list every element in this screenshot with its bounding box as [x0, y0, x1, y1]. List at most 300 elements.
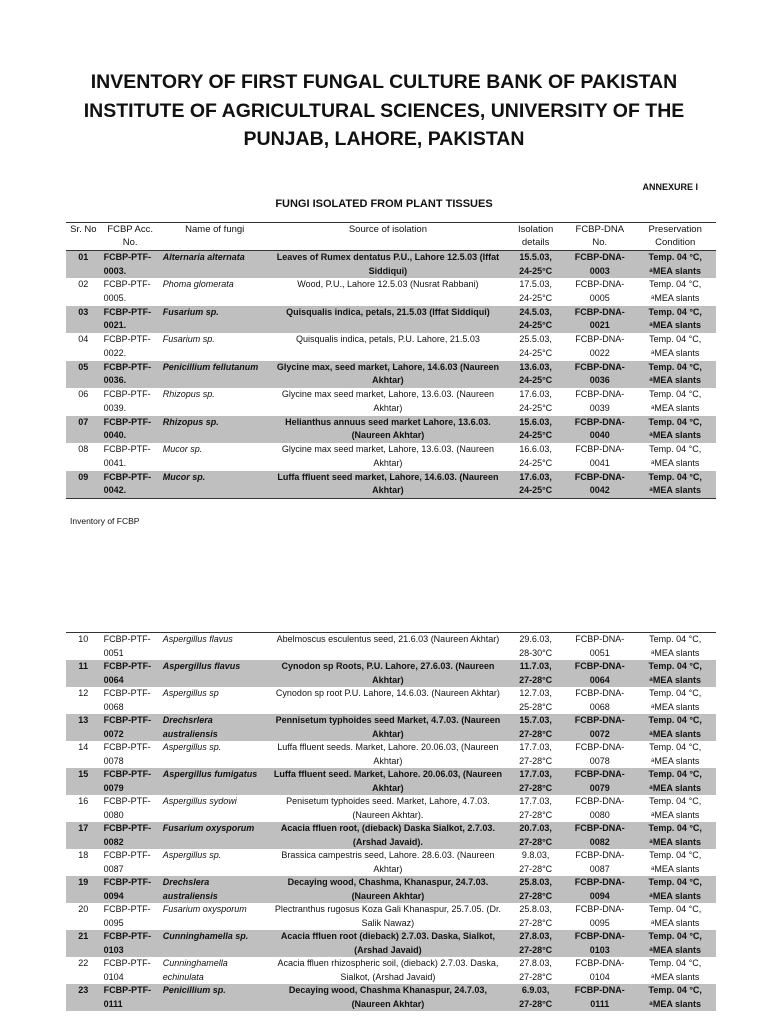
cell-source-src: Acacia ffluen root (dieback) 2.7.03. Daska, Sialkot, (Arshad Javaid) — [280, 931, 495, 955]
cell-isolation-date: 25.5.03, — [519, 334, 552, 344]
cell-source-src: Wood, P.U., Lahore 12.5.03 (Nusrat Rabbani) — [297, 279, 479, 289]
table-row — [66, 714, 716, 741]
cell-dna — [565, 660, 634, 687]
cell-dna — [565, 333, 634, 361]
cell-accession-acc: FCBP-PTF-0036. — [103, 361, 152, 385]
table-row — [66, 660, 716, 687]
cell-source — [270, 957, 506, 984]
cell-fungus-name — [160, 333, 270, 361]
cell-fungus-name — [160, 957, 270, 984]
table-row — [66, 687, 716, 714]
cell-accession-acc: FCBP-PTF-0087 — [103, 850, 151, 874]
cell-fungus-name-fungus: Fusarium oxysporum — [162, 904, 247, 914]
cell-preservation-pres1: Temp. 04 °C, — [649, 850, 702, 860]
cell-sr-sr: 04 — [78, 334, 89, 344]
cell-fungus-name-fungus: Fusarium sp. — [162, 306, 219, 317]
cell-fungus-name — [160, 471, 270, 499]
cell-isolation-date: 25.8.03, — [519, 877, 552, 887]
cell-source-src: Abelmoscus esculentus seed, 21.6.03 (Naureen Akhtar) — [276, 634, 500, 644]
cell-isolation — [506, 984, 565, 1011]
cell-sr — [66, 416, 101, 444]
table-row — [66, 416, 716, 444]
header-dna: FCBP-DNA No. — [575, 224, 625, 248]
cell-preservation-pres1: Temp. 04 °C, — [648, 985, 702, 995]
cell-sr-sr: 03 — [78, 306, 89, 317]
cell-sr — [66, 361, 101, 389]
cell-sr — [66, 333, 101, 361]
cell-dna — [565, 471, 634, 499]
cell-preservation-pres2: ᵃMEA slants — [651, 347, 700, 358]
cell-preservation-pres1: Temp. 04 °C, — [648, 823, 702, 833]
cell-fungus-name — [160, 741, 270, 768]
cell-source — [270, 822, 506, 849]
cell-source-src: Pennisetum typhoides seed Market, 4.7.03. (Naureen Akhtar) — [275, 715, 501, 739]
cell-isolation-temp: 27-28°C — [519, 674, 553, 685]
cell-source — [270, 984, 506, 1011]
table-row — [66, 849, 716, 876]
cell-fungus-name-fungus: Aspergillus sp — [162, 688, 219, 698]
cell-dna-dna: FCBP-DNA-0103 — [574, 931, 625, 955]
cell-isolation-date: 9.8.03, — [521, 850, 550, 860]
cell-sr — [66, 443, 101, 471]
cell-sr-sr: 10 — [78, 634, 89, 644]
cell-accession-acc: FCBP-PTF-0094 — [103, 877, 152, 901]
cell-preservation-pres1: Temp. 04 °C, — [648, 877, 702, 887]
cell-preservation-pres2: ᵃMEA slants — [651, 971, 700, 982]
cell-preservation-pres2: ᵃMEA slants — [649, 836, 701, 847]
cell-accession — [101, 849, 160, 876]
cell-accession — [101, 687, 160, 714]
cell-fungus-name — [160, 984, 270, 1011]
cell-isolation-temp: 24-25°C — [519, 457, 553, 468]
cell-sr — [66, 822, 101, 849]
cell-isolation-temp: 24-25°C — [519, 402, 553, 413]
cell-dna — [565, 822, 634, 849]
cell-accession — [101, 768, 160, 795]
cell-dna — [565, 984, 634, 1011]
cell-dna-dna: FCBP-DNA-0036 — [574, 361, 625, 385]
cell-preservation-pres1: Temp. 04 °C, — [649, 742, 702, 752]
table-row — [66, 876, 716, 903]
cell-preservation — [634, 930, 716, 957]
cell-preservation-pres1: Temp. 04 °C, — [648, 252, 702, 262]
cell-isolation — [506, 471, 565, 499]
cell-source — [270, 361, 506, 389]
cell-sr-sr: 20 — [78, 904, 89, 914]
cell-isolation — [506, 278, 565, 306]
cell-sr — [66, 633, 101, 661]
cell-fungus-name — [160, 930, 270, 957]
cell-sr — [66, 306, 101, 334]
cell-isolation — [506, 333, 565, 361]
cell-isolation — [506, 849, 565, 876]
cell-isolation-temp: 27-28°C — [519, 755, 553, 766]
cell-sr — [66, 660, 101, 687]
cell-isolation-temp: 28-30°C — [519, 647, 553, 658]
cell-isolation — [506, 416, 565, 444]
cell-fungus-name-fungus: Drechsrlera australiensis — [162, 715, 218, 739]
cell-preservation-pres1: Temp. 04 °C, — [649, 389, 702, 399]
inventory-table-2 — [66, 632, 716, 1011]
cell-dna — [565, 633, 634, 661]
cell-preservation-pres1: Temp. 04 °C, — [649, 958, 702, 968]
cell-source — [270, 903, 506, 930]
cell-preservation — [634, 388, 716, 416]
cell-source-src: Glycine max seed market, Lahore, 13.6.03. (Naureen Akhtar) — [281, 444, 494, 468]
cell-accession — [101, 660, 160, 687]
cell-isolation — [506, 795, 565, 822]
section-subtitle: FUNGI ISOLATED FROM PLANT TISSUES — [275, 198, 493, 210]
cell-fungus-name-fungus: Aspergillus sydowi — [162, 796, 237, 806]
cell-sr-sr: 14 — [78, 742, 89, 752]
cell-fungus-name — [160, 660, 270, 687]
cell-source-src: Acacia ffluen rhizospheric soil, (dieback) 2.7.03. Daska, Sialkot, (Arshad Javaid) — [277, 958, 499, 982]
cell-isolation-date: 17.7.03, — [519, 742, 552, 752]
cell-preservation-pres1: Temp. 04 °C, — [649, 444, 702, 454]
table-row — [66, 741, 716, 768]
cell-preservation-pres1: Temp. 04 °C, — [648, 306, 702, 317]
cell-isolation-temp: 27-28°C — [519, 890, 553, 901]
cell-sr-sr: 21 — [78, 931, 89, 941]
cell-dna — [565, 957, 634, 984]
cell-dna — [565, 876, 634, 903]
cell-dna — [565, 930, 634, 957]
cell-fungus-name — [160, 416, 270, 444]
cell-source — [270, 633, 506, 661]
cell-dna — [565, 768, 634, 795]
cell-sr-sr: 12 — [78, 688, 89, 698]
cell-source-src: Luffa ffluent seed market, Lahore, 14.6.03. (Naureen Akhtar) — [277, 471, 499, 495]
cell-dna-dna: FCBP-DNA-0068 — [575, 688, 625, 712]
cell-preservation-pres2: ᵃMEA slants — [651, 402, 700, 413]
cell-accession — [101, 633, 160, 661]
cell-fungus-name-fungus: Cunninghamella sp. — [162, 931, 249, 941]
cell-isolation — [506, 714, 565, 741]
cell-source-src: Leaves of Rumex dentatus P.U., Lahore 12.5.03 (Iffat Siddiqui) — [276, 252, 500, 276]
cell-source — [270, 687, 506, 714]
cell-sr-sr: 16 — [78, 796, 89, 806]
cell-fungus-name-fungus: Phoma glomerata — [162, 279, 234, 289]
cell-isolation-date: 17.7.03, — [519, 796, 552, 806]
cell-dna — [565, 388, 634, 416]
cell-fungus-name — [160, 903, 270, 930]
cell-sr — [66, 957, 101, 984]
cell-preservation-pres2: ᵃMEA slants — [651, 917, 700, 928]
cell-sr-sr: 09 — [78, 471, 89, 482]
cell-preservation — [634, 416, 716, 444]
cell-fungus-name — [160, 876, 270, 903]
cell-sr-sr: 11 — [78, 661, 89, 671]
cell-accession — [101, 957, 160, 984]
cell-isolation-date: 17.5.03, — [519, 279, 552, 289]
cell-dna-dna: FCBP-DNA-0104 — [575, 958, 625, 982]
cell-dna-dna: FCBP-DNA-0087 — [575, 850, 625, 874]
cell-preservation-pres2: ᵃMEA slants — [651, 457, 700, 468]
cell-isolation-temp: 24-25°C — [519, 430, 553, 440]
cell-isolation-temp: 27-28°C — [519, 917, 553, 928]
cell-isolation — [506, 660, 565, 687]
cell-dna-dna: FCBP-DNA-0021 — [574, 306, 625, 330]
page-footer: Inventory of FCBP — [70, 516, 140, 526]
cell-source — [270, 849, 506, 876]
cell-source — [270, 741, 506, 768]
cell-isolation — [506, 443, 565, 471]
cell-isolation-temp: 27-28°C — [519, 863, 553, 874]
cell-source — [270, 930, 506, 957]
cell-preservation — [634, 795, 716, 822]
cell-fungus-name — [160, 768, 270, 795]
cell-dna — [565, 416, 634, 444]
cell-accession — [101, 930, 160, 957]
cell-sr — [66, 251, 101, 279]
cell-preservation-pres1: Temp. 04 °C, — [648, 416, 702, 427]
cell-accession-acc: FCBP-PTF-0021. — [103, 306, 152, 330]
cell-preservation — [634, 687, 716, 714]
cell-preservation-pres1: Temp. 04 °C, — [649, 334, 702, 344]
cell-dna-dna: FCBP-DNA-0042 — [574, 471, 625, 495]
cell-sr-sr: 15 — [78, 769, 89, 779]
cell-isolation — [506, 903, 565, 930]
cell-preservation-pres2: ᵃMEA slants — [651, 701, 700, 712]
cell-fungus-name-fungus: Fusarium oxysporum — [162, 823, 255, 833]
cell-fungus-name — [160, 795, 270, 822]
cell-isolation-temp: 27-28°C — [519, 728, 553, 739]
cell-source-src: Quisqualis indica, petals, 21.5.03 (Iffat Siddiqui) — [286, 306, 490, 317]
cell-dna-dna: FCBP-DNA-0039 — [575, 389, 625, 413]
cell-isolation-date: 15.7.03, — [519, 715, 552, 725]
cell-fungus-name-fungus: Rhizopus sp. — [162, 389, 215, 399]
cell-sr-sr: 01 — [78, 252, 89, 262]
cell-accession-acc: FCBP-PTF-0068 — [103, 688, 151, 712]
cell-sr — [66, 903, 101, 930]
cell-fungus-name-fungus: Aspergillus fumigatus — [162, 769, 258, 779]
cell-sr — [66, 471, 101, 499]
cell-dna — [565, 687, 634, 714]
cell-source-src: Cynodon sp Roots, P.U. Lahore, 27.6.03. (Naureen Akhtar) — [281, 661, 495, 685]
cell-fungus-name-fungus: Cunninghamella echinulata — [162, 958, 228, 982]
table-row — [66, 361, 716, 389]
cell-isolation — [506, 687, 565, 714]
cell-accession — [101, 416, 160, 444]
cell-dna-dna: FCBP-DNA-0095 — [575, 904, 625, 928]
cell-source — [270, 714, 506, 741]
cell-source — [270, 416, 506, 444]
table-row — [66, 822, 716, 849]
cell-isolation — [506, 741, 565, 768]
cell-preservation — [634, 957, 716, 984]
cell-preservation-pres2: ᵃMEA slants — [649, 265, 701, 276]
cell-fungus-name-fungus: Penicillium sp. — [162, 985, 226, 995]
cell-dna-dna: FCBP-DNA-0041 — [575, 444, 625, 468]
cell-preservation-pres1: Temp. 04 °C, — [649, 688, 702, 698]
cell-accession-acc: FCBP-PTF-0111 — [103, 985, 152, 1009]
cell-sr — [66, 876, 101, 903]
cell-source — [270, 471, 506, 499]
cell-source — [270, 306, 506, 334]
cell-sr-sr: 02 — [78, 279, 89, 289]
cell-fungus-name-fungus: Mucor sp. — [162, 471, 206, 482]
cell-isolation-temp: 27-28°C — [519, 782, 553, 793]
cell-accession-acc: FCBP-PTF-0078 — [103, 742, 151, 766]
cell-preservation — [634, 984, 716, 1011]
cell-sr-sr: 18 — [78, 850, 89, 860]
header-name: Name of fungi — [185, 224, 245, 235]
cell-accession — [101, 333, 160, 361]
cell-sr — [66, 795, 101, 822]
cell-isolation-temp: 24-25°C — [519, 265, 553, 276]
title-line-2: INSTITUTE OF AGRICULTURAL SCIENCES, UNIVERSITY OF THE — [83, 99, 685, 122]
cell-dna — [565, 306, 634, 334]
cell-isolation-temp: 24-25°C — [519, 347, 553, 358]
cell-fungus-name-fungus: Fusarium sp. — [162, 334, 215, 344]
cell-fungus-name-fungus: Penicillium fellutanum — [162, 361, 259, 372]
cell-source — [270, 251, 506, 279]
table-row — [66, 795, 716, 822]
cell-dna — [565, 849, 634, 876]
cell-preservation-pres2: ᵃMEA slants — [649, 728, 701, 739]
cell-preservation-pres2: ᵃMEA slants — [651, 292, 700, 303]
cell-accession — [101, 443, 160, 471]
cell-isolation-date: 25.8.03, — [519, 904, 552, 914]
cell-preservation-pres1: Temp. 04 °C, — [648, 931, 702, 941]
cell-dna — [565, 795, 634, 822]
cell-preservation-pres2: ᵃMEA slants — [649, 320, 701, 330]
cell-sr-sr: 13 — [78, 715, 89, 725]
cell-source-src: Penisetum typhoides seed. Market, Lahore, 4.7.03. (Naureen Akhtar). — [286, 796, 490, 820]
cell-isolation — [506, 633, 565, 661]
cell-accession-acc: FCBP-PTF-0003. — [103, 252, 152, 276]
cell-sr-sr: 22 — [78, 958, 89, 968]
cell-fungus-name — [160, 306, 270, 334]
cell-accession-acc: FCBP-PTF-0095 — [103, 904, 151, 928]
cell-accession — [101, 822, 160, 849]
cell-sr — [66, 278, 101, 306]
cell-preservation-pres1: Temp. 04 °C, — [648, 715, 702, 725]
cell-sr — [66, 741, 101, 768]
cell-accession — [101, 361, 160, 389]
header-isolation: Isolation details — [517, 224, 554, 248]
cell-isolation-temp: 24-25°C — [519, 292, 553, 303]
table-header-row — [66, 223, 716, 251]
cell-preservation-pres1: Temp. 04 °C, — [648, 471, 702, 482]
cell-source-src: Luffa ffluent seed. Market, Lahore. 20.06.03, (Naureen Akhtar) — [273, 769, 502, 793]
cell-preservation-pres2: ᵃMEA slants — [651, 755, 700, 766]
cell-preservation — [634, 278, 716, 306]
cell-isolation-date: 13.6.03, — [519, 361, 552, 372]
cell-fungus-name-fungus: Aspergillus sp. — [162, 850, 222, 860]
header-preservation: Preservation Condition — [648, 224, 702, 248]
cell-preservation-pres2: ᵃMEA slants — [649, 485, 701, 495]
table-row — [66, 251, 716, 279]
cell-dna-dna: FCBP-DNA-0064 — [574, 661, 625, 685]
cell-accession-acc: FCBP-PTF-0080 — [103, 796, 151, 820]
table-row — [66, 443, 716, 471]
cell-preservation — [634, 741, 716, 768]
header-acc: FCBP Acc. No. — [107, 224, 154, 248]
cell-accession-acc: FCBP-PTF-0103 — [103, 931, 152, 955]
cell-sr — [66, 768, 101, 795]
cell-accession — [101, 903, 160, 930]
cell-accession-acc: FCBP-PTF-0064 — [103, 661, 152, 685]
cell-fungus-name — [160, 714, 270, 741]
cell-dna-dna: FCBP-DNA-0072 — [574, 715, 625, 739]
cell-isolation-date: 17.6.03, — [519, 389, 552, 399]
cell-preservation — [634, 333, 716, 361]
cell-sr-sr: 08 — [78, 444, 89, 454]
cell-isolation-temp: 27-28°C — [519, 809, 553, 820]
cell-isolation-date: 12.7.03, — [519, 688, 552, 698]
cell-accession-acc: FCBP-PTF-0039. — [103, 389, 151, 413]
cell-dna-dna: FCBP-DNA-0022 — [575, 334, 625, 358]
cell-isolation-date: 17.6.03, — [519, 471, 552, 482]
cell-preservation-pres1: Temp. 04 °C, — [649, 796, 702, 806]
cell-sr — [66, 849, 101, 876]
cell-isolation — [506, 957, 565, 984]
cell-source-src: Glycine max, seed market, Lahore, 14.6.03 (Naureen Akhtar) — [276, 361, 499, 385]
cell-accession — [101, 876, 160, 903]
cell-preservation-pres1: Temp. 04 °C, — [648, 661, 702, 671]
cell-isolation-date: 27.8.03, — [519, 931, 552, 941]
cell-isolation — [506, 388, 565, 416]
cell-fungus-name-fungus: Rhizopus sp. — [162, 416, 219, 427]
cell-sr — [66, 984, 101, 1011]
cell-dna — [565, 443, 634, 471]
cell-fungus-name-fungus: Aspergillus sp. — [162, 742, 222, 752]
cell-source-src: Brassica campestris seed, Lahore. 28.6.03. (Naureen Akhtar) — [281, 850, 495, 874]
cell-sr-sr: 17 — [78, 823, 89, 833]
cell-fungus-name — [160, 388, 270, 416]
cell-preservation — [634, 443, 716, 471]
cell-isolation-date: 6.9.03, — [521, 985, 550, 995]
cell-isolation-date: 27.8.03, — [519, 958, 552, 968]
table-row — [66, 768, 716, 795]
cell-accession-acc: FCBP-PTF-0079 — [103, 769, 152, 793]
cell-preservation — [634, 633, 716, 661]
cell-fungus-name-fungus: Alternaria alternata — [162, 252, 245, 262]
cell-fungus-name-fungus: Aspergillus flavus — [162, 634, 233, 644]
cell-dna-dna: FCBP-DNA-0078 — [575, 742, 625, 766]
cell-preservation-pres2: ᵃMEA slants — [649, 998, 701, 1009]
cell-source-src: Quisqualis indica, petals, P.U. Lahore, 21.5.03 — [295, 334, 480, 344]
cell-accession — [101, 251, 160, 279]
cell-accession-acc: FCBP-PTF-0042. — [103, 471, 152, 495]
cell-accession-acc: FCBP-PTF-0104 — [103, 958, 151, 982]
cell-source-src: Luffa ffluent seeds. Market, Lahore. 20.06.03, (Naureen Akhtar) — [277, 742, 499, 766]
cell-dna — [565, 278, 634, 306]
cell-source-src: Decaying wood, Chashma, Khanaspur, 24.7.03. (Naureen Akhtar) — [287, 877, 489, 901]
cell-preservation-pres2: ᵃMEA slants — [651, 809, 700, 820]
cell-source — [270, 795, 506, 822]
cell-accession — [101, 388, 160, 416]
cell-isolation-date: 15.5.03, — [519, 252, 552, 262]
cell-isolation-date: 29.6.03, — [519, 634, 552, 644]
page-title — [60, 68, 708, 154]
cell-dna-dna: FCBP-DNA-0082 — [574, 823, 625, 847]
cell-isolation-date: 17.7.03, — [519, 769, 552, 779]
cell-isolation-temp: 27-28°C — [519, 944, 553, 955]
cell-source-src: Helianthus annuus seed market Lahore, 13.6.03. (Naureen Akhtar) — [285, 416, 491, 440]
cell-accession — [101, 741, 160, 768]
cell-sr — [66, 930, 101, 957]
cell-dna — [565, 361, 634, 389]
cell-preservation — [634, 876, 716, 903]
cell-sr — [66, 714, 101, 741]
cell-preservation — [634, 660, 716, 687]
cell-source-src: Acacia ffluen root, (dieback) Daska Sialkot, 2.7.03. (Arshad Javaid). — [280, 823, 495, 847]
cell-preservation — [634, 251, 716, 279]
cell-isolation — [506, 822, 565, 849]
header-source: Source of isolation — [348, 224, 427, 235]
